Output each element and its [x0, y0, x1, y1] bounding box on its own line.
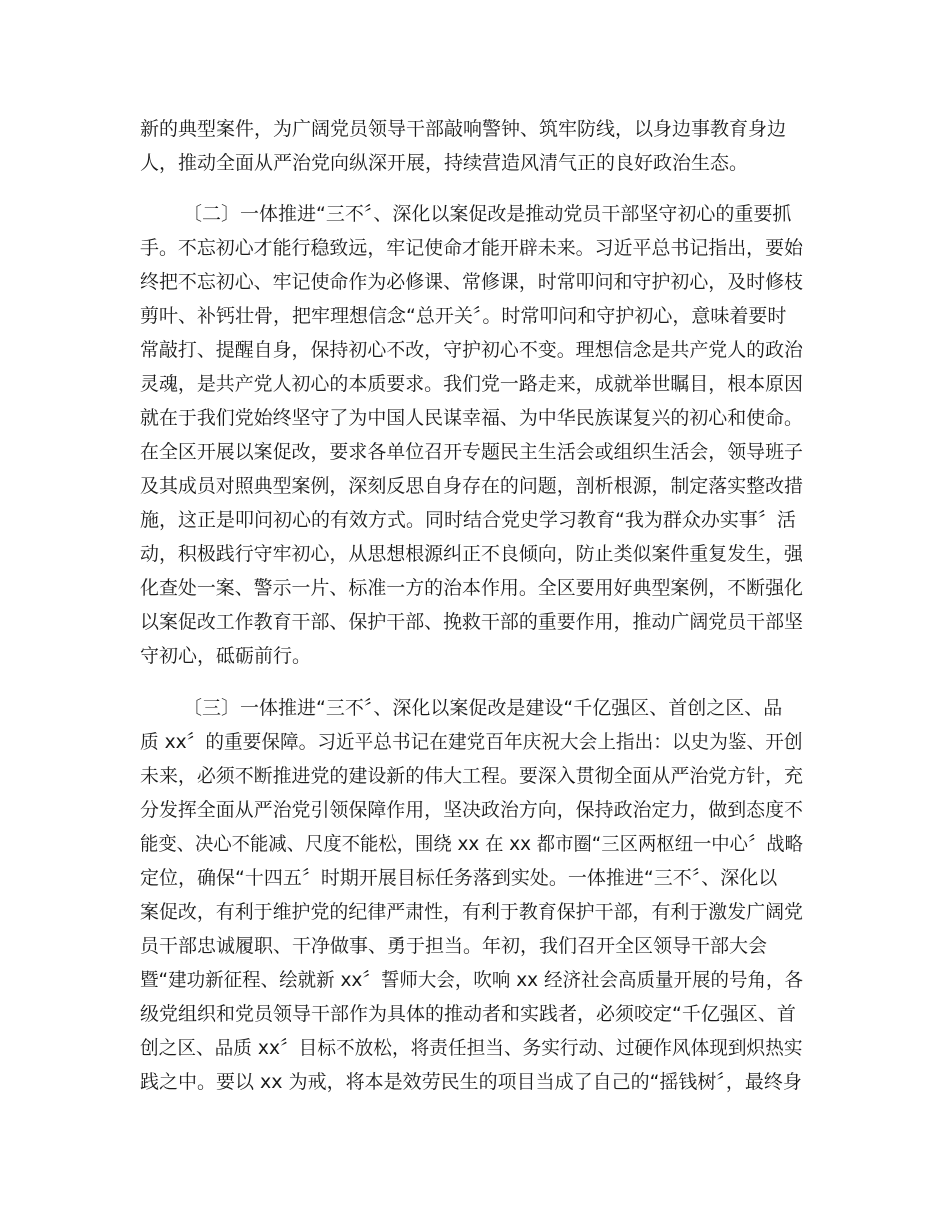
text-line: 就在于我们党始终坚守了为中国人民谋幸福、为中华民族谋复兴的初心和使命。 [140, 407, 804, 429]
text-line: 动，积极践行守牢初心，从思想根源纠正不良倾向，防止类似案件重复发生，强 [140, 543, 804, 565]
text-line: 人，推动全面从严治党向纵深开展，持续营造风清气正的良好政治生态。 [140, 152, 749, 174]
text-line: 化查处一案、警示一片、标准一方的治本作用。全区要用好典型案例，不断强化 [140, 577, 804, 599]
text-line: 在全区开展以案促改，要求各单位召开专题民主生活会或组织生活会，领导班子 [140, 441, 804, 463]
text-line: 创之区、品质 xx〞目标不放松，将责任担当、务实行动、过硬作风体现到炽热实 [140, 1037, 803, 1059]
text-line: 未来，必须不断推进党的建设新的伟大工程。要深入贯彻全面从严治党方针，充 [140, 765, 804, 787]
text-line: 员干部忠诚履职、干净做事、勇于担当。年初，我们召开全区领导干部大会 [140, 935, 768, 957]
text-line: 手。不忘初心才能行稳致远，牢记使命才能开辟未来。习近平总书记指出，要始 [140, 237, 804, 259]
text-line: 践之中。要以 xx 为戒，将本是效劳民生的项目当成了自己的“摇钱树〞，最终身 [140, 1071, 802, 1093]
text-line: 〔三〕一体推进“三不〞、深化以案促改是建设“千亿强区、首创之区、品 [183, 697, 783, 719]
text-line: 灵魂，是共产党人初心的本质要求。我们党一路走来，成就举世瞩目，根本原因 [140, 373, 804, 395]
text-line: 剪叶、补钙壮骨，把牢理想信念“总开关〞。时常叩问和守护初心，意味着要时 [140, 305, 787, 327]
text-line: 分发挥全面从严治党引领保障作用，坚决政治方向，保持政治定力，做到态度不 [140, 799, 804, 821]
text-line: 及其成员对照典型案例，深刻反思自身存在的问题，剖析根源，制定落实整改措 [140, 475, 804, 497]
text-line: 守初心，砥砺前行。 [140, 645, 312, 667]
text-line: 新的典型案件，为广阔党员领导干部敲响警钟、筑牢防线，以身边事教育身边 [140, 118, 787, 140]
text-line: 〔二〕一体推进“三不〞、深化以案促改是推动党员干部坚守初心的重要抓 [183, 203, 792, 225]
text-line: 以案促改工作教育干部、保护干部、挽救干部的重要作用，推动广阔党员干部坚 [140, 611, 804, 633]
text-line: 暨“建功新征程、绘就新 xx〞誓师大会，吹响 xx 经济社会高质量开展的号角，各 [140, 969, 803, 991]
text-line: 定位，确保“十四五〞时期开展目标任务落到实处。一体推进“三不〞、深化以 [140, 867, 778, 889]
text-line: 质 xx〞的重要保障。习近平总书记在建党百年庆祝大会上指出：以史为鉴、开创 [140, 731, 803, 753]
text-line: 常敲打、提醒自身，保持初心不改，守护初心不变。理想信念是共产党人的政治 [140, 339, 804, 361]
text-line: 案促改，有利于维护党的纪律严肃性，有利于教育保护干部，有利于激发广阔党 [140, 901, 804, 923]
text-line: 级党组织和党员领导干部作为具体的推动者和实践者，必须咬定“千亿强区、首 [140, 1003, 796, 1025]
text-line: 施，这正是叩问初心的有效方式。同时结合党史学习教育“我为群众办实事〞活 [140, 509, 796, 531]
text-line: 能变、决心不能减、尺度不能松，围绕 xx 在 xx 都市圈“三区两枢纽一中心〞战略 [140, 833, 803, 855]
text-line: 终把不忘初心、牢记使命作为必修课、常修课，时常叩问和守护初心，及时修枝 [140, 271, 804, 293]
